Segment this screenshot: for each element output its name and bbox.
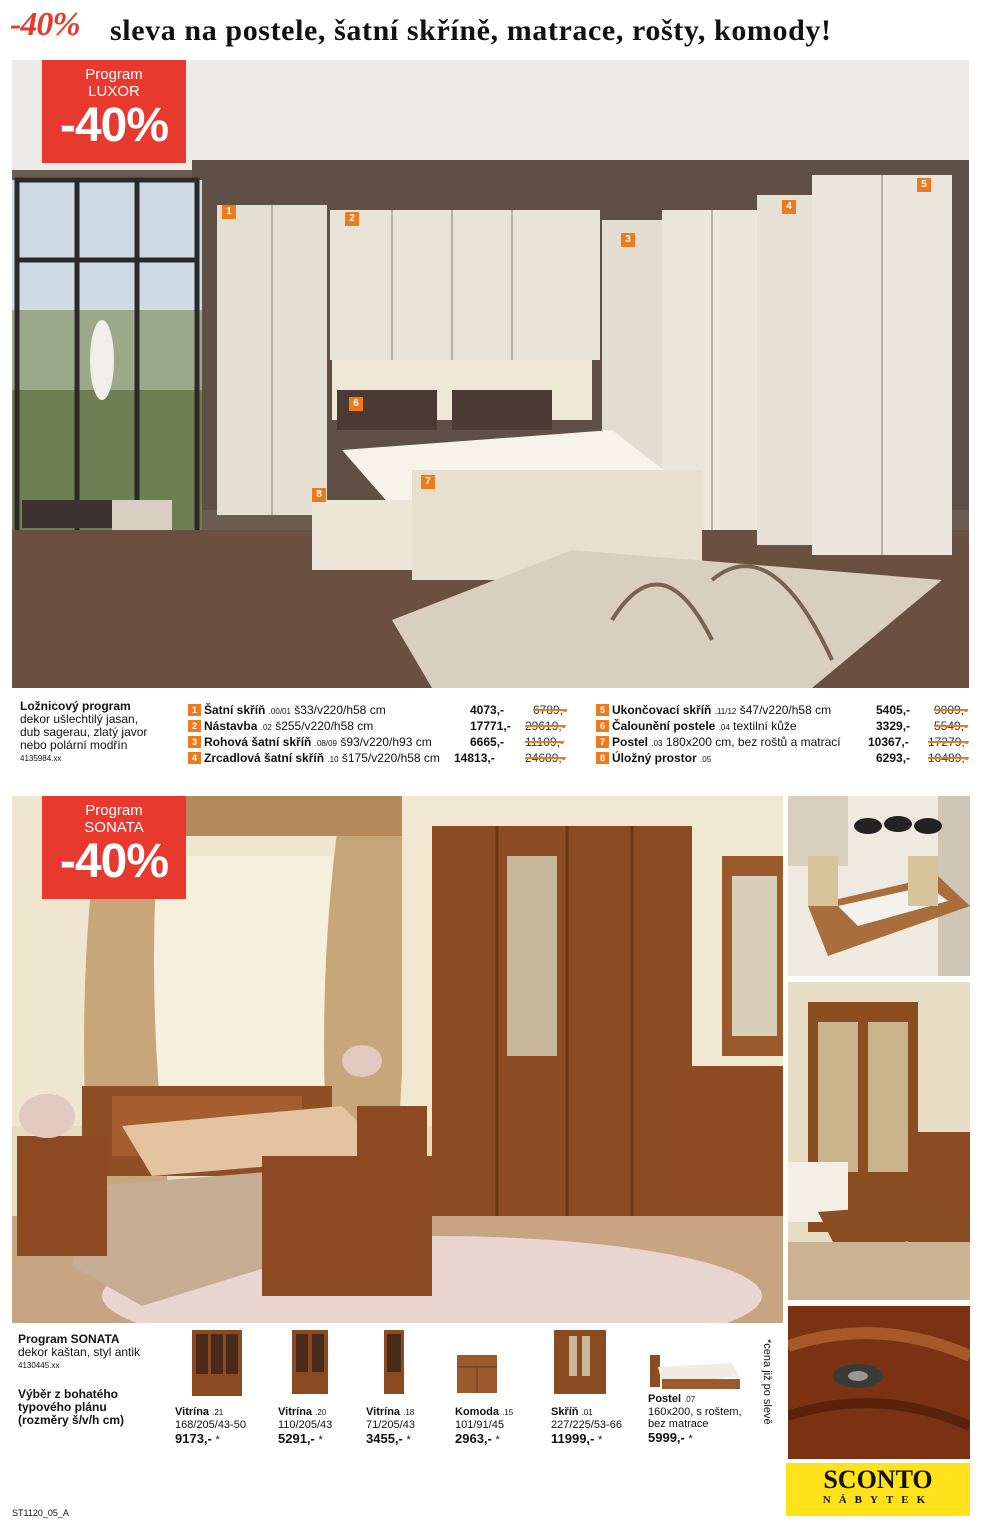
marker-7: 7 <box>421 475 435 489</box>
living-room-photo <box>788 982 970 1300</box>
price-row: 7 Postel .03 180x200 cm, bez roštů a matrací 10367,- 17279,- <box>596 735 979 750</box>
luxor-price-list-left <box>188 703 583 767</box>
price-row: 8 Úložný prostor .05 6293,- 10489,- <box>596 751 979 766</box>
price-row: 5 Ukončovací skříň .11/12 š47/v220/h58 cm 5405,- 9009,- <box>596 703 979 718</box>
item-vitrina-21: Vitrína .21 168/205/43-50 9173,- * <box>175 1406 246 1446</box>
marker-2: 2 <box>345 212 359 226</box>
item-vitrina-20: Vitrína .20 110/205/43 5291,- * <box>278 1406 333 1446</box>
luxor-discount-badge: Program LUXOR -40% <box>42 60 186 163</box>
price-note: *cena již po slevě <box>761 1339 773 1425</box>
luxor-price-list-right <box>596 703 979 767</box>
marker-6: 6 <box>349 397 363 411</box>
marker-8: 8 <box>312 488 326 502</box>
marker-3: 3 <box>621 233 635 247</box>
price-row: 4 Zrcadlová šatní skříň .10 š175/v220/h58 cm 14813,- 24689,- <box>188 751 583 766</box>
price-row: 6 Čalounění postele .04 textilní kůže 3329,- 5549,- <box>596 719 979 734</box>
sonata-info: Program SONATA dekor kaštan, styl antik 4130445.xx Výběr z bohatého typového plánu (rozměry š/v/h cm) <box>18 1332 141 1427</box>
footer-code: ST1120_05_A <box>12 1508 69 1518</box>
luxor-info: Ložnicový program dekor ušlechtilý jasan, dub sagerau, zlatý javor nebo polární modřín 4135984.xx <box>20 699 148 763</box>
vitrina-20-image <box>290 1328 330 1396</box>
item-skrin: Skříň .01 227/225/53-66 11999,- * <box>551 1406 622 1446</box>
price-row: 3 Rohová šatní skříň .08/09 š93/v220/h93 cm 6665,- 11109,- <box>188 735 583 750</box>
marker-4: 4 <box>782 200 796 214</box>
item-postel: Postel .07 160x200, s roštem, bez matrace 5999,- * <box>648 1393 742 1445</box>
komoda-image <box>455 1353 499 1395</box>
handle-detail-photo <box>788 1306 970 1459</box>
headline-discount: -40% <box>10 6 80 43</box>
sonata-badge-percent: -40% <box>59 835 169 888</box>
marker-1: 1 <box>222 205 236 219</box>
postel-image <box>648 1353 742 1391</box>
headline-text: sleva na postele, šatní skříně, matrace, rošty, komody! <box>110 14 832 47</box>
skrin-image <box>552 1328 608 1396</box>
vitrina-18-image <box>382 1328 406 1396</box>
sconto-logo: SCONTO NÁBYTEK <box>786 1463 970 1516</box>
marker-5: 5 <box>917 178 931 192</box>
vitrina-21-image <box>190 1328 244 1398</box>
luxor-badge-percent: -40% <box>59 99 169 152</box>
sonata-bedroom-photo <box>12 796 783 1323</box>
item-komoda: Komoda .15 101/91/45 2963,- * <box>455 1406 514 1446</box>
dining-room-photo <box>788 796 970 976</box>
headline <box>10 6 980 56</box>
price-row: 2 Nástavba .02 š255/v220/h58 cm 17771,- 29619,- <box>188 719 583 734</box>
item-vitrina-18: Vitrína .18 71/205/43 3455,- * <box>366 1406 415 1446</box>
luxor-bedroom-photo <box>12 60 969 688</box>
price-row: 1 Šatní skříň .00/01 š33/v220/h58 cm 4073,- 6789,- <box>188 703 583 718</box>
sonata-discount-badge: Program SONATA -40% <box>42 796 186 899</box>
